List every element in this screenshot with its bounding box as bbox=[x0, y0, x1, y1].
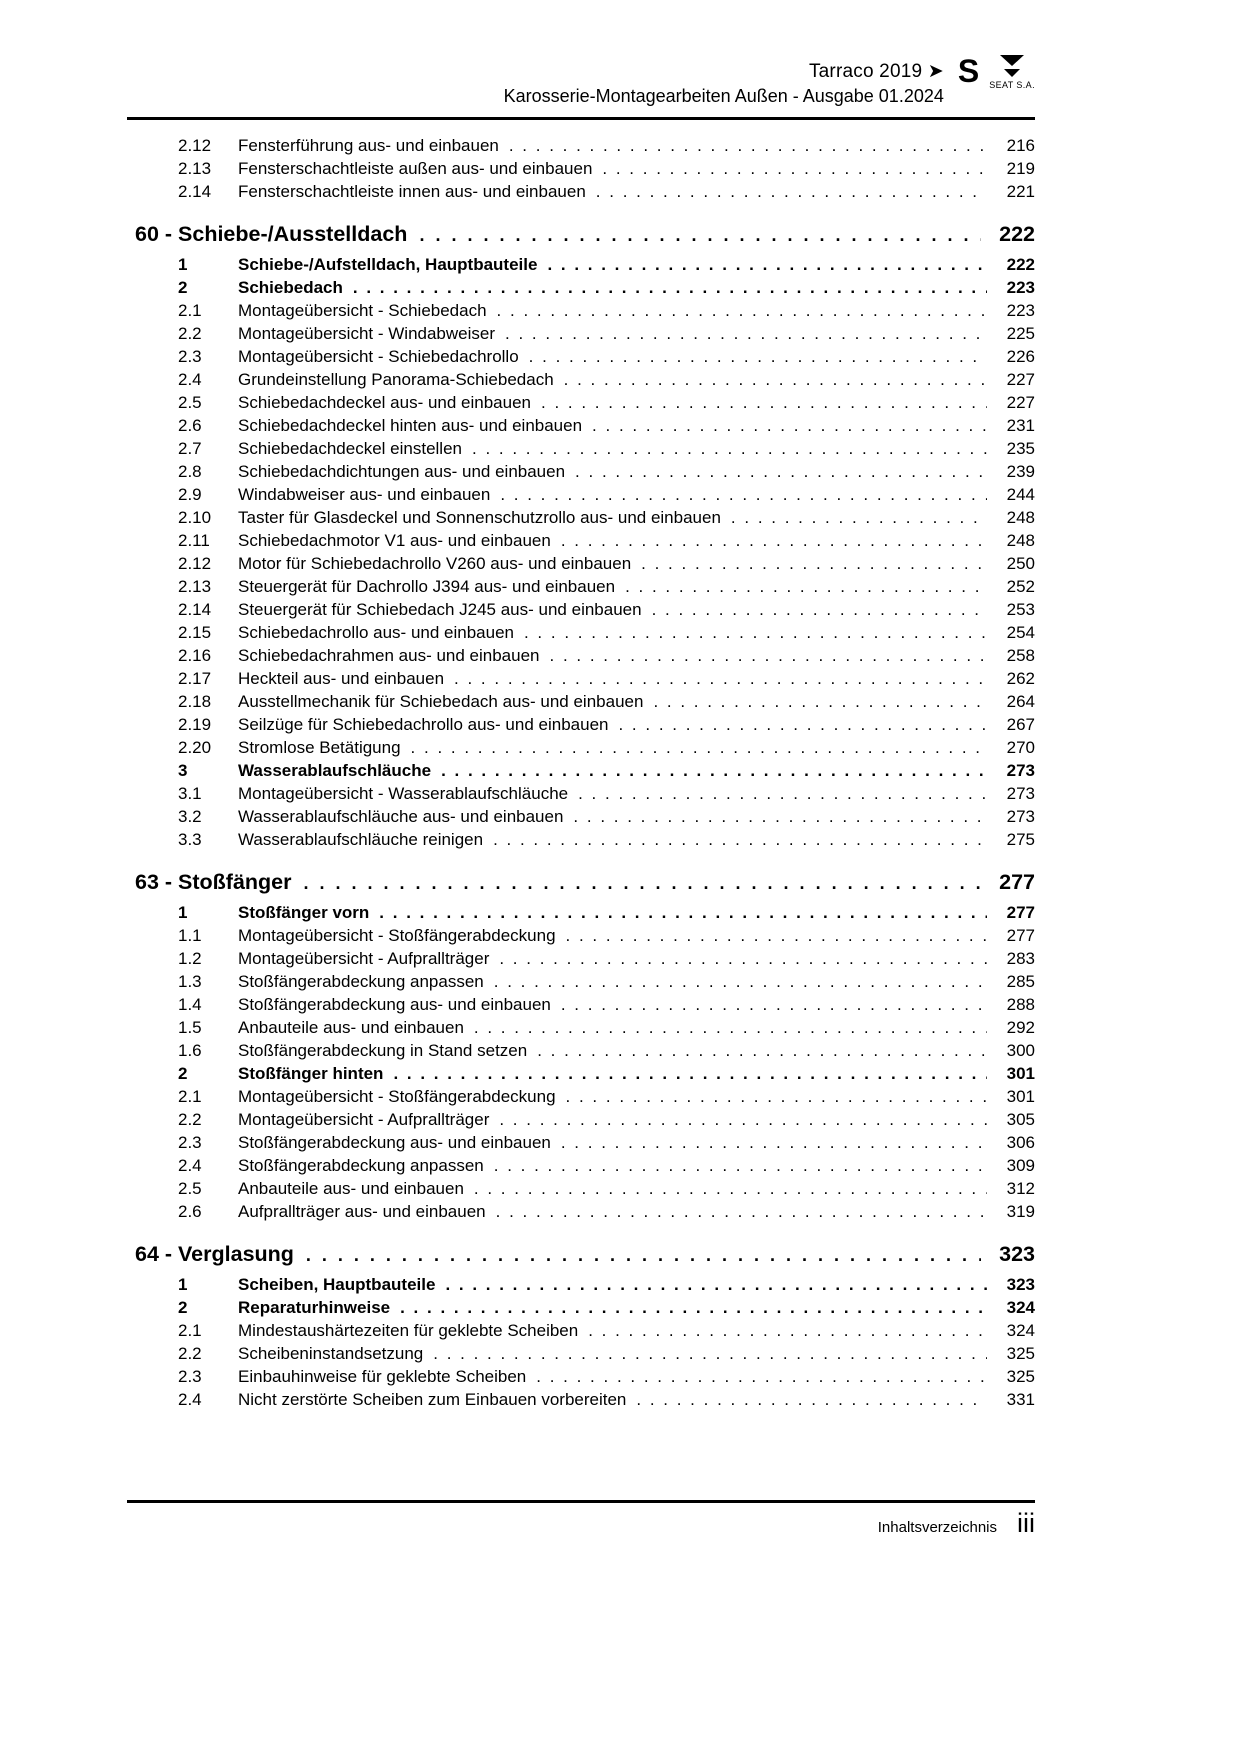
toc-entry bbox=[127, 1016, 1035, 1039]
dot-leader bbox=[353, 276, 987, 299]
dot-leader bbox=[496, 1200, 987, 1223]
toc-entry-title: Montageübersicht - Aufprallträger bbox=[238, 949, 490, 968]
section-heading-title: 60 - Schiebe-/Ausstelldach bbox=[135, 222, 408, 246]
toc-section-heading bbox=[127, 221, 1035, 248]
toc-entry-title: Schiebedachdeckel hinten aus- und einbauen bbox=[238, 416, 583, 435]
toc-entry-page: 267 bbox=[1006, 715, 1035, 734]
dot-leader bbox=[596, 180, 987, 203]
toc-entry-page: 288 bbox=[1006, 995, 1035, 1014]
toc-entry-title: Stoßfängerabdeckung anpassen bbox=[238, 972, 484, 991]
toc-entry bbox=[127, 180, 1035, 203]
dot-leader bbox=[575, 460, 987, 483]
toc-entry-title: Stoßfänger hinten bbox=[238, 1064, 384, 1083]
toc-entry bbox=[127, 759, 1035, 782]
dot-leader bbox=[592, 414, 987, 437]
toc-entry bbox=[127, 1039, 1035, 1062]
toc-entry-page: 277 bbox=[1006, 926, 1035, 945]
toc-entry-page: 258 bbox=[1006, 646, 1035, 665]
toc-entry bbox=[127, 1365, 1035, 1388]
dot-leader bbox=[636, 1388, 987, 1411]
toc-entry-title: Schiebedachrahmen aus- und einbauen bbox=[238, 646, 540, 665]
toc-entry-page: 262 bbox=[1006, 669, 1035, 688]
toc-entry-title: Reparaturhinweise bbox=[238, 1298, 391, 1317]
toc-entry-number: 2 bbox=[178, 278, 188, 297]
toc-entry-title: Seilzüge für Schiebedachrollo aus- und einbauen bbox=[238, 715, 609, 734]
dot-leader bbox=[499, 947, 987, 970]
toc-entry-page: 277 bbox=[1006, 903, 1035, 922]
toc-entry-number: 2.5 bbox=[178, 1179, 202, 1198]
toc-entry-title: Fensterführung aus- und einbauen bbox=[238, 136, 499, 155]
header-model-title: Tarraco 2019 ➤ bbox=[808, 61, 944, 82]
section-heading-title: 63 - Stoßfänger bbox=[135, 870, 292, 894]
toc-entry-title: Schiebedachmotor V1 aus- und einbauen bbox=[238, 531, 551, 550]
toc-entry-page: 331 bbox=[1006, 1390, 1035, 1409]
toc-entry-number: 2.14 bbox=[178, 182, 212, 201]
toc-entry-title: Aufprallträger aus- und einbauen bbox=[238, 1202, 486, 1221]
toc-entry bbox=[127, 736, 1035, 759]
toc-entry-number: 2.11 bbox=[178, 531, 210, 550]
toc-entry-number: 2.2 bbox=[178, 1344, 202, 1363]
toc-entry-title: Stoßfänger vorn bbox=[238, 903, 370, 922]
toc-entry bbox=[127, 1177, 1035, 1200]
toc-entry bbox=[127, 1342, 1035, 1365]
toc-entry bbox=[127, 644, 1035, 667]
toc-entry-list bbox=[127, 253, 1035, 851]
toc-entry-number: 2.12 bbox=[178, 554, 212, 573]
toc-entry-number: 2.2 bbox=[178, 324, 202, 343]
brand-label: SEAT S.A. bbox=[989, 80, 1035, 90]
toc-entry-number: 2.14 bbox=[178, 600, 212, 619]
dot-leader bbox=[400, 1296, 987, 1319]
toc-entry bbox=[127, 276, 1035, 299]
dot-leader bbox=[500, 483, 987, 506]
dot-leader bbox=[561, 993, 987, 1016]
toc-entry-number: 1 bbox=[178, 255, 188, 274]
footer-label: Inhaltsverzeichnis bbox=[877, 1519, 997, 1536]
section-heading-page: 323 bbox=[999, 1242, 1035, 1266]
toc-section-list bbox=[127, 221, 1035, 1411]
toc-entry-number: 2.13 bbox=[178, 159, 212, 178]
toc-entry-number: 1.5 bbox=[178, 1018, 202, 1037]
toc-entry-page: 305 bbox=[1006, 1110, 1035, 1129]
toc-entry bbox=[127, 1200, 1035, 1223]
toc-entry-number: 3.3 bbox=[178, 830, 202, 849]
toc-entry-title: Montageübersicht - Stoßfängerabdeckung bbox=[238, 1087, 556, 1106]
toc-entry-page: 252 bbox=[1006, 577, 1035, 596]
toc-entry-number: 1 bbox=[178, 903, 188, 922]
dot-leader bbox=[537, 1039, 987, 1062]
toc-entry-title: Stoßfängerabdeckung aus- und einbauen bbox=[238, 995, 551, 1014]
toc-entry-title: Nicht zerstörte Scheiben zum Einbauen vorbereiten bbox=[238, 1390, 627, 1409]
toc-entry-page: 306 bbox=[1006, 1133, 1035, 1152]
dot-leader bbox=[441, 759, 987, 782]
toc-entry-number: 2 bbox=[178, 1064, 188, 1083]
toc-entry-title: Montageübersicht - Wasserablaufschläuche bbox=[238, 784, 569, 803]
page-footer bbox=[127, 1500, 1035, 1538]
page-header bbox=[127, 53, 1035, 108]
dot-leader bbox=[419, 221, 981, 248]
toc-entry-page: 319 bbox=[1006, 1202, 1035, 1221]
toc-section-heading bbox=[127, 1241, 1035, 1268]
toc-entry-page: 301 bbox=[1006, 1064, 1035, 1083]
toc-entry-page: 244 bbox=[1006, 485, 1035, 504]
toc-entry-number: 2.16 bbox=[178, 646, 212, 665]
dot-leader bbox=[411, 736, 987, 759]
toc-entry bbox=[127, 1273, 1035, 1296]
toc-entry-page: 216 bbox=[1006, 136, 1035, 155]
dot-leader bbox=[564, 368, 987, 391]
toc-entry-title: Steuergerät für Dachrollo J394 aus- und einbauen bbox=[238, 577, 616, 596]
toc-entry-number: 2 bbox=[178, 1298, 188, 1317]
dot-leader bbox=[379, 901, 987, 924]
toc-entry-page: 231 bbox=[1006, 416, 1035, 435]
dot-leader bbox=[524, 621, 987, 644]
toc-entry-page: 301 bbox=[1006, 1087, 1035, 1106]
toc-entry-title: Wasserablaufschläuche reinigen bbox=[238, 830, 484, 849]
toc-entry-number: 2.1 bbox=[178, 1087, 202, 1106]
toc-entry-page: 248 bbox=[1006, 508, 1035, 527]
dot-leader bbox=[641, 552, 987, 575]
toc-entry bbox=[127, 828, 1035, 851]
toc-entry-number: 3.2 bbox=[178, 807, 202, 826]
toc-entry-page: 323 bbox=[1006, 1275, 1035, 1294]
toc-entry bbox=[127, 1388, 1035, 1411]
toc-entry-page: 273 bbox=[1006, 784, 1035, 803]
toc-entry bbox=[127, 970, 1035, 993]
toc-entry-title: Stoßfängerabdeckung in Stand setzen bbox=[238, 1041, 528, 1060]
toc-entry-page: 273 bbox=[1006, 761, 1035, 780]
toc-entry bbox=[127, 414, 1035, 437]
dot-leader bbox=[497, 299, 987, 322]
toc-entry-number: 2.8 bbox=[178, 462, 202, 481]
toc-entry bbox=[127, 391, 1035, 414]
toc-entry-number: 2.20 bbox=[178, 738, 212, 757]
dot-leader bbox=[541, 391, 987, 414]
toc-entry bbox=[127, 437, 1035, 460]
toc-entry-title: Fensterschachtleiste außen aus- und einbauen bbox=[238, 159, 593, 178]
toc-entry-title: Schiebedachrollo aus- und einbauen bbox=[238, 623, 514, 642]
dot-leader bbox=[509, 134, 987, 157]
toc-entry bbox=[127, 157, 1035, 180]
toc-entry bbox=[127, 460, 1035, 483]
dot-leader bbox=[618, 713, 987, 736]
toc-entry bbox=[127, 924, 1035, 947]
toc-entry-title: Mindestaushärtezeiten für geklebte Scheiben bbox=[238, 1321, 579, 1340]
toc-entry-page: 283 bbox=[1006, 949, 1035, 968]
toc-entry-title: Stoßfängerabdeckung aus- und einbauen bbox=[238, 1133, 551, 1152]
dot-leader bbox=[505, 322, 987, 345]
table-of-contents bbox=[127, 120, 1035, 1411]
dot-leader bbox=[474, 1177, 987, 1200]
toc-entry-title: Schiebedach bbox=[238, 278, 343, 297]
toc-entry bbox=[127, 1296, 1035, 1319]
toc-entry-title: Montageübersicht - Windabweiser bbox=[238, 324, 496, 343]
toc-entry bbox=[127, 901, 1035, 924]
toc-entry-number: 2.1 bbox=[178, 301, 202, 320]
toc-entry bbox=[127, 1319, 1035, 1342]
dot-leader bbox=[566, 924, 987, 947]
toc-entry-page: 285 bbox=[1006, 972, 1035, 991]
toc-entry-page: 264 bbox=[1006, 692, 1035, 711]
dot-leader bbox=[454, 667, 987, 690]
toc-entry-number: 2.4 bbox=[178, 370, 202, 389]
toc-entry bbox=[127, 506, 1035, 529]
dot-leader bbox=[494, 970, 987, 993]
toc-entry-number: 2.3 bbox=[178, 1367, 202, 1386]
toc-entry-page: 273 bbox=[1006, 807, 1035, 826]
toc-entry-number: 1.3 bbox=[178, 972, 202, 991]
dot-leader bbox=[652, 598, 987, 621]
toc-entry-page: 275 bbox=[1006, 830, 1035, 849]
brand-logos bbox=[958, 54, 1035, 90]
toc-entry-number: 2.2 bbox=[178, 1110, 202, 1129]
toc-entry-number: 2.4 bbox=[178, 1390, 202, 1409]
toc-entry bbox=[127, 1131, 1035, 1154]
toc-entry-page: 225 bbox=[1006, 324, 1035, 343]
toc-entry-title: Ausstellmechanik für Schiebedach aus- und einbauen bbox=[238, 692, 644, 711]
section-heading-page: 277 bbox=[999, 870, 1035, 894]
toc-entry-number: 2.13 bbox=[178, 577, 212, 596]
toc-entry-page: 254 bbox=[1006, 623, 1035, 642]
toc-entry-number: 1.2 bbox=[178, 949, 202, 968]
toc-entry-number: 2.1 bbox=[178, 1321, 202, 1340]
dot-leader bbox=[474, 1016, 987, 1039]
toc-entry-title: Grundeinstellung Panorama-Schiebedach bbox=[238, 370, 554, 389]
toc-entry bbox=[127, 782, 1035, 805]
header-doc-title: Karosserie-Montagearbeiten Außen - Ausgabe 01.2024 bbox=[503, 86, 944, 106]
section-heading-page: 222 bbox=[999, 222, 1035, 246]
toc-section bbox=[127, 1241, 1035, 1411]
dot-leader bbox=[494, 1154, 987, 1177]
dot-leader bbox=[547, 253, 987, 276]
dot-leader bbox=[536, 1365, 987, 1388]
toc-entry-page: 223 bbox=[1006, 301, 1035, 320]
toc-entry-number: 2.4 bbox=[178, 1156, 202, 1175]
toc-entry bbox=[127, 667, 1035, 690]
seat-s-icon: S bbox=[957, 53, 980, 89]
toc-entry-title: Schiebedachdeckel aus- und einbauen bbox=[238, 393, 532, 412]
toc-entry-page: 223 bbox=[1006, 278, 1035, 297]
dot-leader bbox=[578, 782, 987, 805]
dot-leader bbox=[550, 644, 987, 667]
footer-row bbox=[127, 1503, 1035, 1538]
toc-entry-title: Wasserablaufschläuche aus- und einbauen bbox=[238, 807, 564, 826]
toc-entry-number: 2.7 bbox=[178, 439, 202, 458]
toc-entry bbox=[127, 253, 1035, 276]
toc-entry-page: 309 bbox=[1006, 1156, 1035, 1175]
dot-leader bbox=[529, 345, 987, 368]
toc-entry-number: 3.1 bbox=[178, 784, 202, 803]
footer-page-number: iii bbox=[1017, 1508, 1035, 1538]
toc-entry-number: 2.12 bbox=[178, 136, 212, 155]
toc-entry-page: 300 bbox=[1006, 1041, 1035, 1060]
toc-entry-page: 221 bbox=[1006, 182, 1035, 201]
dot-leader bbox=[499, 1108, 987, 1131]
toc-entry-title: Montageübersicht - Stoßfängerabdeckung bbox=[238, 926, 556, 945]
seat-logo-icon bbox=[999, 54, 1025, 78]
toc-entry-page: 270 bbox=[1006, 738, 1035, 757]
toc-entry-title: Einbauhinweise für geklebte Scheiben bbox=[238, 1367, 527, 1386]
toc-entry bbox=[127, 690, 1035, 713]
toc-entry-number: 2.15 bbox=[178, 623, 212, 642]
toc-entry-number: 2.18 bbox=[178, 692, 212, 711]
toc-entry-title: Montageübersicht - Schiebedach bbox=[238, 301, 487, 320]
header-text-block bbox=[504, 56, 944, 108]
toc-entry bbox=[127, 993, 1035, 1016]
dot-leader bbox=[566, 1085, 987, 1108]
toc-entry-number: 2.6 bbox=[178, 416, 202, 435]
toc-entry bbox=[127, 299, 1035, 322]
toc-entry-title: Steuergerät für Schiebedach J245 aus- und einbauen bbox=[238, 600, 642, 619]
toc-entry-page: 219 bbox=[1006, 159, 1035, 178]
toc-entry-title: Schiebedachdeckel einstellen bbox=[238, 439, 462, 458]
toc-entry bbox=[127, 947, 1035, 970]
dot-leader bbox=[433, 1342, 987, 1365]
toc-section-heading bbox=[127, 869, 1035, 896]
toc-intro-list bbox=[127, 134, 1035, 203]
toc-entry bbox=[127, 575, 1035, 598]
toc-entry bbox=[127, 805, 1035, 828]
toc-entry bbox=[127, 368, 1035, 391]
toc-entry-number: 1.4 bbox=[178, 995, 202, 1014]
toc-entry bbox=[127, 621, 1035, 644]
toc-entry-number: 2.3 bbox=[178, 1133, 202, 1152]
toc-entry-list bbox=[127, 1273, 1035, 1411]
toc-entry-number: 2.9 bbox=[178, 485, 202, 504]
toc-entry-number: 1.6 bbox=[178, 1041, 202, 1060]
toc-entry-title: Schiebe-/Aufstelldach, Hauptbauteile bbox=[238, 255, 538, 274]
toc-entry bbox=[127, 134, 1035, 157]
toc-entry-number: 2.5 bbox=[178, 393, 202, 412]
toc-entry bbox=[127, 322, 1035, 345]
toc-entry-page: 312 bbox=[1006, 1179, 1035, 1198]
toc-entry bbox=[127, 529, 1035, 552]
toc-entry-page: 325 bbox=[1006, 1344, 1035, 1363]
toc-entry-page: 248 bbox=[1006, 531, 1035, 550]
toc-entry-title: Anbauteile aus- und einbauen bbox=[238, 1179, 464, 1198]
toc-entry-page: 324 bbox=[1006, 1321, 1035, 1340]
toc-entry bbox=[127, 552, 1035, 575]
toc-entry-number: 1 bbox=[178, 1275, 188, 1294]
dot-leader bbox=[625, 575, 987, 598]
toc-entry bbox=[127, 1085, 1035, 1108]
toc-entry-page: 227 bbox=[1006, 370, 1035, 389]
toc-entry bbox=[127, 345, 1035, 368]
toc-entry bbox=[127, 1108, 1035, 1131]
toc-entry-number: 3 bbox=[178, 761, 188, 780]
toc-entry-title: Motor für Schiebedachrollo V260 aus- und einbauen bbox=[238, 554, 632, 573]
toc-entry bbox=[127, 713, 1035, 736]
toc-entry-list bbox=[127, 901, 1035, 1223]
toc-entry-number: 2.6 bbox=[178, 1202, 202, 1221]
toc-entry-number: 2.10 bbox=[178, 508, 212, 527]
toc-entry-page: 324 bbox=[1006, 1298, 1035, 1317]
toc-entry-page: 325 bbox=[1006, 1367, 1035, 1386]
toc-entry-title: Stoßfängerabdeckung anpassen bbox=[238, 1156, 484, 1175]
toc-entry-page: 250 bbox=[1006, 554, 1035, 573]
section-heading-title: 64 - Verglasung bbox=[135, 1242, 294, 1266]
dot-leader bbox=[445, 1273, 987, 1296]
dot-leader bbox=[588, 1319, 987, 1342]
dot-leader bbox=[472, 437, 987, 460]
toc-entry-number: 2.19 bbox=[178, 715, 212, 734]
toc-entry-title: Heckteil aus- und einbauen bbox=[238, 669, 445, 688]
toc-entry-title: Windabweiser aus- und einbauen bbox=[238, 485, 491, 504]
dot-leader bbox=[561, 1131, 987, 1154]
toc-entry-title: Montageübersicht - Schiebedachrollo bbox=[238, 347, 519, 366]
toc-entry-title: Scheibeninstandsetzung bbox=[238, 1344, 424, 1363]
toc-entry-title: Schiebedachdichtungen aus- und einbauen bbox=[238, 462, 566, 481]
toc-entry-page: 222 bbox=[1006, 255, 1035, 274]
toc-entry-number: 2.17 bbox=[178, 669, 212, 688]
toc-entry-page: 226 bbox=[1006, 347, 1035, 366]
toc-entry-page: 235 bbox=[1006, 439, 1035, 458]
toc-section bbox=[127, 221, 1035, 851]
toc-entry-page: 292 bbox=[1006, 1018, 1035, 1037]
toc-entry-title: Taster für Glasdeckel und Sonnenschutzrollo aus- und einbauen bbox=[238, 508, 721, 527]
dot-leader bbox=[561, 529, 987, 552]
dot-leader bbox=[493, 828, 987, 851]
toc-entry-title: Scheiben, Hauptbauteile bbox=[238, 1275, 436, 1294]
toc-entry bbox=[127, 1154, 1035, 1177]
toc-entry bbox=[127, 483, 1035, 506]
toc-entry bbox=[127, 1062, 1035, 1085]
dot-leader bbox=[602, 157, 987, 180]
dot-leader bbox=[731, 506, 987, 529]
toc-entry-page: 239 bbox=[1006, 462, 1035, 481]
dot-leader bbox=[393, 1062, 987, 1085]
toc-entry-number: 2.3 bbox=[178, 347, 202, 366]
seat-emblem-block bbox=[989, 54, 1035, 90]
toc-entry-page: 253 bbox=[1006, 600, 1035, 619]
toc-entry-number: 1.1 bbox=[178, 926, 202, 945]
toc-entry-page: 227 bbox=[1006, 393, 1035, 412]
toc-entry-title: Montageübersicht - Aufprallträger bbox=[238, 1110, 490, 1129]
dot-leader bbox=[653, 690, 987, 713]
dot-leader bbox=[304, 869, 982, 896]
toc-section bbox=[127, 869, 1035, 1223]
dot-leader bbox=[573, 805, 987, 828]
toc-entry bbox=[127, 598, 1035, 621]
toc-entry-title: Stromlose Betätigung bbox=[238, 738, 401, 757]
toc-entry-title: Fensterschachtleiste innen aus- und einbauen bbox=[238, 182, 586, 201]
toc-entry-title: Anbauteile aus- und einbauen bbox=[238, 1018, 464, 1037]
dot-leader bbox=[306, 1241, 981, 1268]
toc-entry-title: Wasserablaufschläuche bbox=[238, 761, 432, 780]
